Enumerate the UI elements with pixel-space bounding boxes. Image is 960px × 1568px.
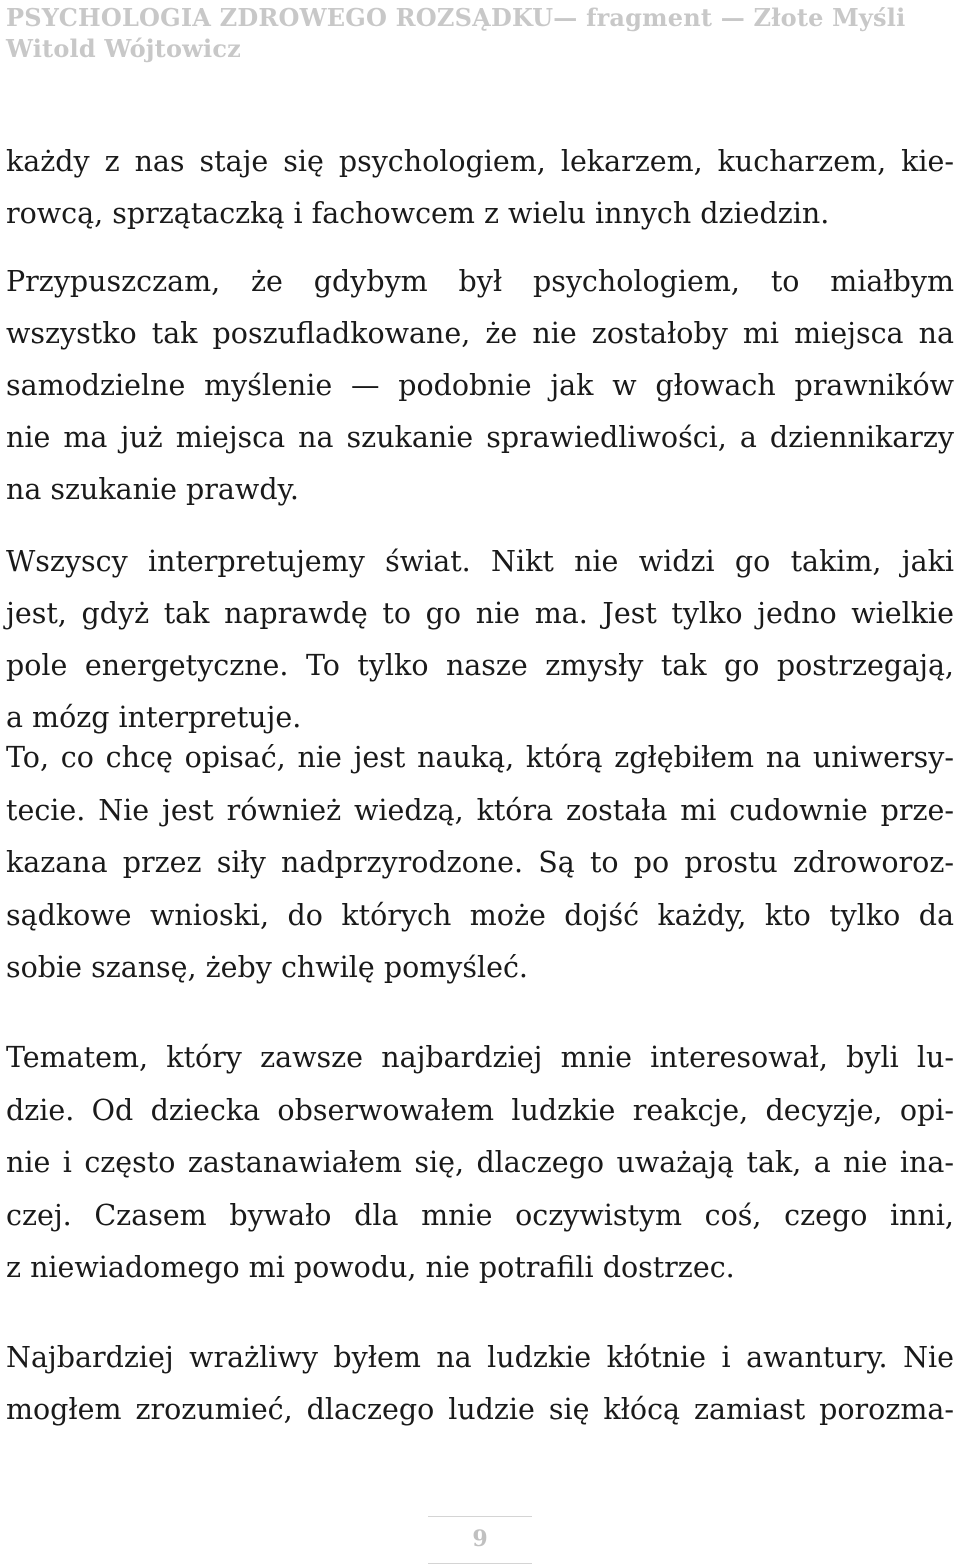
page-number-rule-bottom xyxy=(428,1563,532,1564)
paragraph-2 xyxy=(6,256,954,516)
text-line: Najbardziej wrażliwy byłem na ludzkie kłótnie i awantury. Nie xyxy=(6,1341,954,1374)
paragraph-3 xyxy=(6,536,954,744)
text-line: mogłem zrozumieć, dlaczego ludzie się kłócą zamiast porozma- xyxy=(6,1393,954,1426)
text-line: każdy z nas staje się psychologiem, lekarzem, kucharzem, kie- xyxy=(6,145,954,178)
text-line: To, co chcę opisać, nie jest nauką, którą zgłębiłem na uniwersy- xyxy=(6,741,954,774)
text-line: samodzielne myślenie — podobnie jak w głowach prawników xyxy=(6,369,954,402)
text-line: czej. Czasem bywało dla mnie oczywistym coś, czego inni, xyxy=(6,1198,954,1232)
text-line: nie i często zastanawiałem się, dlaczego uważają tak, a nie ina- xyxy=(6,1146,954,1179)
page-number: 9 xyxy=(472,1526,488,1552)
page-number-rule-top xyxy=(428,1516,532,1517)
text-line: sobie szansę, żeby chwilę pomyśleć. xyxy=(6,951,528,984)
text-line: dzie. Od dziecka obserwowałem ludzkie reakcje, decyzje, opi- xyxy=(6,1093,954,1127)
text-line: sądkowe wnioski, do których może dojść każdy, kto tylko da xyxy=(6,898,954,932)
paragraph-1 xyxy=(6,136,954,240)
page-number-box xyxy=(428,1516,532,1564)
text-line: z niewiadomego mi powodu, nie potrafili dostrzec. xyxy=(6,1251,735,1284)
text-line: Przypuszczam, że gdybym był psychologiem, to miałbym xyxy=(6,265,954,298)
text-line: Tematem, który zawsze najbardziej mnie interesował, byli lu- xyxy=(6,1041,954,1074)
text-line: Wszyscy interpretujemy świat. Nikt nie widzi go takim, jaki xyxy=(6,545,954,578)
text-line: jest, gdyż tak naprawdę to go nie ma. Jest tylko jedno wielkie xyxy=(6,597,954,630)
text-line: a mózg interpretuje. xyxy=(6,701,302,734)
header-author: Witold Wójtowicz xyxy=(6,34,241,63)
header-title: PSYCHOLOGIA ZDROWEGO ROZSĄDKU— fragment — Złote Myśli xyxy=(6,3,906,32)
paragraph-4 xyxy=(6,732,954,995)
text-line: rowcą, sprzątaczką i fachowcem z wielu innych dziedzin. xyxy=(6,197,830,230)
paragraph-5 xyxy=(6,1032,954,1295)
text-line: nie ma już miejsca na szukanie sprawiedliwości, a dziennikarzy xyxy=(6,421,954,454)
text-line: tecie. Nie jest również wiedzą, która została mi cudownie prze- xyxy=(6,793,954,827)
paragraph-6 xyxy=(6,1332,954,1436)
text-line: kazana przez siły nadprzyrodzone. Są to po prostu zdroworoz- xyxy=(6,846,954,879)
text-line: wszystko tak poszufladkowane, że nie zostałoby mi miejsca na xyxy=(6,317,954,350)
text-line: na szukanie prawdy. xyxy=(6,473,299,506)
running-header xyxy=(6,2,905,64)
text-line: pole energetyczne. To tylko nasze zmysły tak go postrzegają, xyxy=(6,649,954,682)
